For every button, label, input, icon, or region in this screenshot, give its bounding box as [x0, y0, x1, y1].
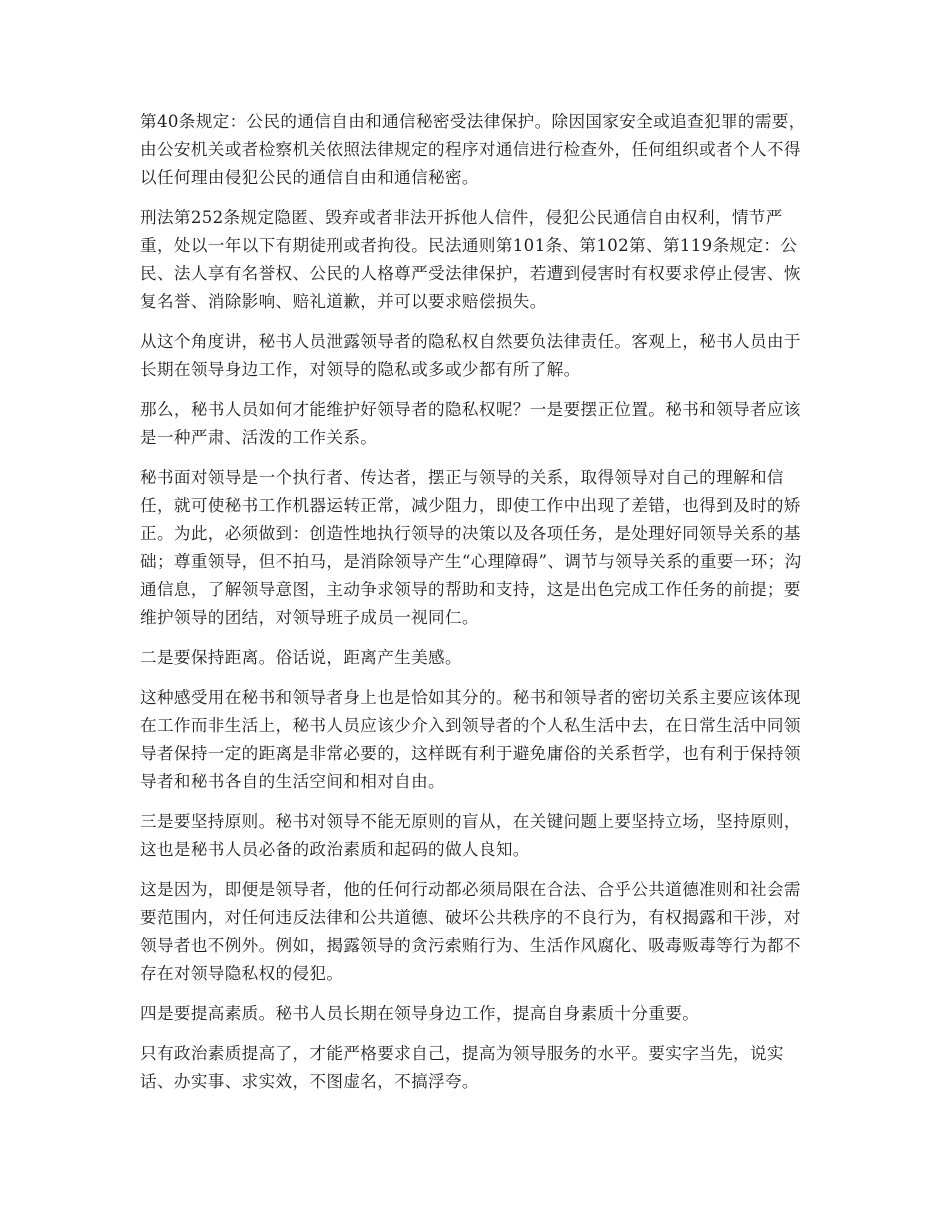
paragraph-legal-responsibility: 从这个角度讲，秘书人员泄露领导者的隐私权自然要负法律责任。客观上，秘书人员由于长期在领导身边工作，对领导的隐私或多或少都有所了解。: [140, 332, 801, 379]
paragraph-point-three-principle: 三是要坚持原则。秘书对领导不能无原则的盲从，在关键问题上要坚持立场，坚持原则，这也是秘书人员必备的政治素质和起码的做人良知。: [140, 812, 801, 859]
paragraph-principle-explained: 这是因为，即便是领导者，他的任何行动都必须局限在合法、合乎公共道德准则和社会需要范围内，对任何违反法律和公共道德、破坏公共秩序的不良行为，有权揭露和干涉，对领导者也不例外。例如，揭露领导的贪污索贿行为、生活作风腐化、吸毒贩毒等行为都不存在对领导隐私权的侵犯。: [140, 880, 801, 983]
paragraph-distance-explained: 这种感受用在秘书和领导者身上也是恰如其分的。秘书和领导者的密切关系主要应该体现在工作而非生活上，秘书人员应该少介入到领导者的个人私生活中去，在日常生活中同领导者保持一定的距离是非常必要的，这样既有利于避免庸俗的关系哲学，也有利于保持领导者和秘书各自的生活空间和相对自由。: [140, 688, 801, 791]
document-body: [140, 108, 810, 1108]
paragraph-point-four-quality: 四是要提高素质。秘书人员长期在领导身边工作，提高自身素质十分重要。: [140, 1004, 700, 1023]
paragraph-point-one-position: 那么，秘书人员如何才能维护好领导者的隐私权呢？一是要摆正位置。秘书和领导者应该是一种严肃、活泼的工作关系。: [140, 400, 801, 447]
paragraph-quality-explained: 只有政治素质提高了，才能严格要求自己，提高为领导服务的水平。要实字当先，说实话、办实事、求实效，不图虚名，不搞浮夸。: [140, 1044, 784, 1091]
paragraph-point-two-distance: 二是要保持距离。俗话说，距离产生美感。: [140, 648, 462, 667]
paragraph-executor-role: 秘书面对领导是一个执行者、传达者，摆正与领导的关系，取得领导对自己的理解和信任，就可使秘书工作机器运转正常，减少阻力，即使工作中出现了差错，也得到及时的矫正。为此，必须做到：创造性地执行领导的决策以及各项任务，是处理好同领导关系的基础；尊重领导，但不拍马，是消除领导产生“心理障碍”、调节与领导关系的重要一环；沟通信息，了解领导意图，主动争求领导的帮助和支持，这是出色完成工作任务的前提；要维护领导的团结，对领导班子成员一视同仁。: [140, 468, 802, 627]
paragraph-article-40: 第40条规定：公民的通信自由和通信秘密受法律保护。除因国家安全或追查犯罪的需要，由公安机关或者检察机关依照法律规定的程序对通信进行检查外，任何组织或者个人不得以任何理由侵犯公民的通信自由和通信秘密。: [140, 112, 806, 187]
paragraph-criminal-law-252: 刑法第252条规定隐匿、毁弃或者非法开拆他人信件，侵犯公民通信自由权利，情节严重，处以一年以下有期徒刑或者拘役。民法通则第101条、第102第、第119条规定：公民、法人享有名誉权、公民的人格尊严受法律保护，若遭到侵害时有权要求停止侵害、恢复名誉、消除影响、赔礼道歉，并可以要求赔偿损失。: [140, 208, 801, 311]
